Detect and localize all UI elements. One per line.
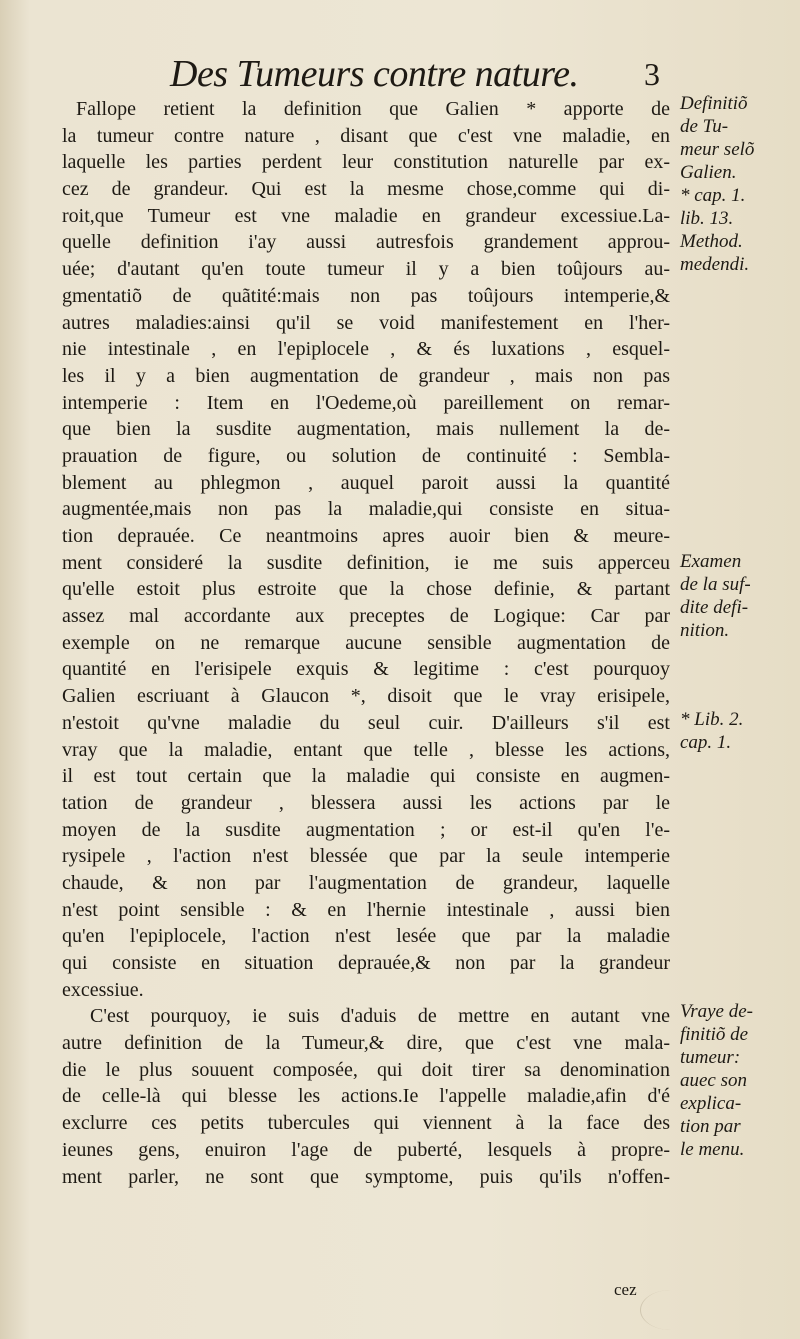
text-line: qu'en l'epiplocele, l'action n'est lesée que par la maladie [62,925,670,948]
text-line: exemple on ne remarque aucune sensible augmentation de [62,631,670,654]
paper-stain [640,1290,701,1330]
text-line: nie intestinale , en l'epiplocele , & és luxations , esquel- [62,338,670,361]
text-line: roit,que Tumeur est vne maladie en grandeur excessiue.La- [62,204,670,227]
text-line: chaude, & non par l'augmentation de grandeur, laquelle [62,871,670,894]
margin-note-line: le menu. [680,1139,745,1160]
text-line: Fallope retient la definition que Galien * apporte de [76,98,670,120]
text-line: augmentée,mais non pas la maladie,qui consiste en situa- [62,498,670,521]
margin-note-line: auec son [680,1070,748,1091]
margin-note-line: de la suf- [680,574,751,595]
margin-note-line: dite defi- [680,597,749,618]
margin-note-line: * Lib. 2. [680,709,744,730]
text-line: ieunes gens, enuiron l'age de puberté, lesquels à propre- [62,1138,670,1161]
catchword: cez [614,1280,637,1299]
text-line: exclurre ces petits tubercules qui viennent à la face des [62,1112,670,1135]
text-line: rysipele , l'action n'est blessée que par la seule intemperie [62,845,670,868]
margin-note-line: Method. [680,231,743,252]
page-header [170,48,670,100]
text-line: tion deprauée. Ce neantmoins apres auoir bien & meure- [62,525,670,547]
text-line: assez mal accordante aux preceptes de Logique: Car par [62,605,670,628]
text-line: de celle-là qui blesse les actions.Ie l'appelle maladie,afin d'é [62,1085,670,1108]
text-line: ment consideré la susdite definition, ie me suis apperceu [62,551,670,574]
text-line: la tumeur contre nature , disant que c'est vne maladie, en [62,124,670,147]
margin-note-line: tumeur: [680,1047,741,1068]
text-line: n'estoit qu'vne maladie du seul cuir. D'ailleurs s'il est [62,711,670,734]
text-line: tation de grandeur , blessera aussi les actions par le [62,791,670,814]
margin-note-line: medendi. [680,254,750,275]
margin-note-line: finitiõ de [680,1024,749,1045]
margin-note-line: explica- [680,1093,742,1114]
text-line: laquelle les parties perdent leur constitution naturelle par ex- [62,151,670,174]
text-line: gmentatiõ de quãtité:mais non pas toûjours intemperie,& [62,284,670,307]
margin-note-line: meur selõ [680,139,755,160]
text-line: les il y a bien augmentation de grandeur , mais non pas [62,364,670,387]
text-line: blement au phlegmon , auquel paroit aussi la quantité [62,471,670,494]
margin-note-examen [680,550,751,642]
running-title: Des Tumeurs contre nature. [170,53,579,95]
text-line: die le plus souuent composée, qui doit tirer sa denomination [62,1058,670,1081]
margin-note-line: Galien. [680,162,737,183]
text-line: quantité en l'erisipele exquis & legitime : c'est pourquoy [62,658,670,681]
margin-note-line: de Tu- [680,116,729,137]
text-line: ment parler, ne sont que symptome, puis qu'ils n'offen- [62,1165,670,1188]
margin-note-line: lib. 13. [680,208,734,229]
text-line: excessiue. [62,978,144,1001]
text-line: autres maladies:ainsi qu'il se void manifestement en l'her- [62,311,670,334]
margin-note-line: tion par [680,1116,741,1137]
margin-note-vraye-definition [680,1000,753,1161]
margin-note-reference [680,708,743,754]
margin-note-line: Vraye de- [680,1001,753,1022]
text-line: quelle definition i'ay aussi autresfois grandement approu- [62,231,670,254]
margin-note-line: Definitiõ [680,93,748,114]
text-line: qu'elle estoit plus estroite que la chose definie, & partant [62,578,670,601]
margin-note-definition [680,92,754,276]
text-line: vray que la maladie, entant que telle , blesse les actions, [62,738,670,761]
text-line: moyen de la susdite augmentation ; or est-il qu'en l'e- [62,818,670,841]
page-number: 3 [644,56,660,92]
margin-note-line: cap. 1. [680,732,732,753]
text-line: n'est point sensible : & en l'hernie intestinale , aussi bien [62,898,670,921]
text-line: il est tout certain que la maladie qui consiste en augmen- [62,765,670,788]
text-line: cez de grandeur. Qui est la mesme chose,comme qui di- [62,178,670,201]
margin-note-line: nition. [680,620,730,641]
text-line: prauation de figure, ou solution de continuité : Sembla- [62,444,670,467]
text-line: qui consiste en situation deprauée,& non par la grandeur [62,952,670,974]
text-line: Galien escriuant à Glaucon *, disoit que le vray erisipele, [62,685,670,708]
text-line: intemperie : Item en l'Oedeme,où pareillement on remar- [62,391,670,414]
text-line: autre definition de la Tumeur,& dire, que c'est vne mala- [62,1032,670,1055]
margin-note-line: * cap. 1. [680,185,746,206]
text-line: uée; d'autant qu'en toute tumeur il y a bien toûjours au- [62,258,670,281]
text-line: que bien la susdite augmentation, mais nullement la de- [62,418,670,441]
body-text [62,96,670,1190]
text-line: C'est pourquoy, ie suis d'aduis de mettre en autant vne [90,1005,670,1028]
margin-note-line: Examen [680,551,742,572]
